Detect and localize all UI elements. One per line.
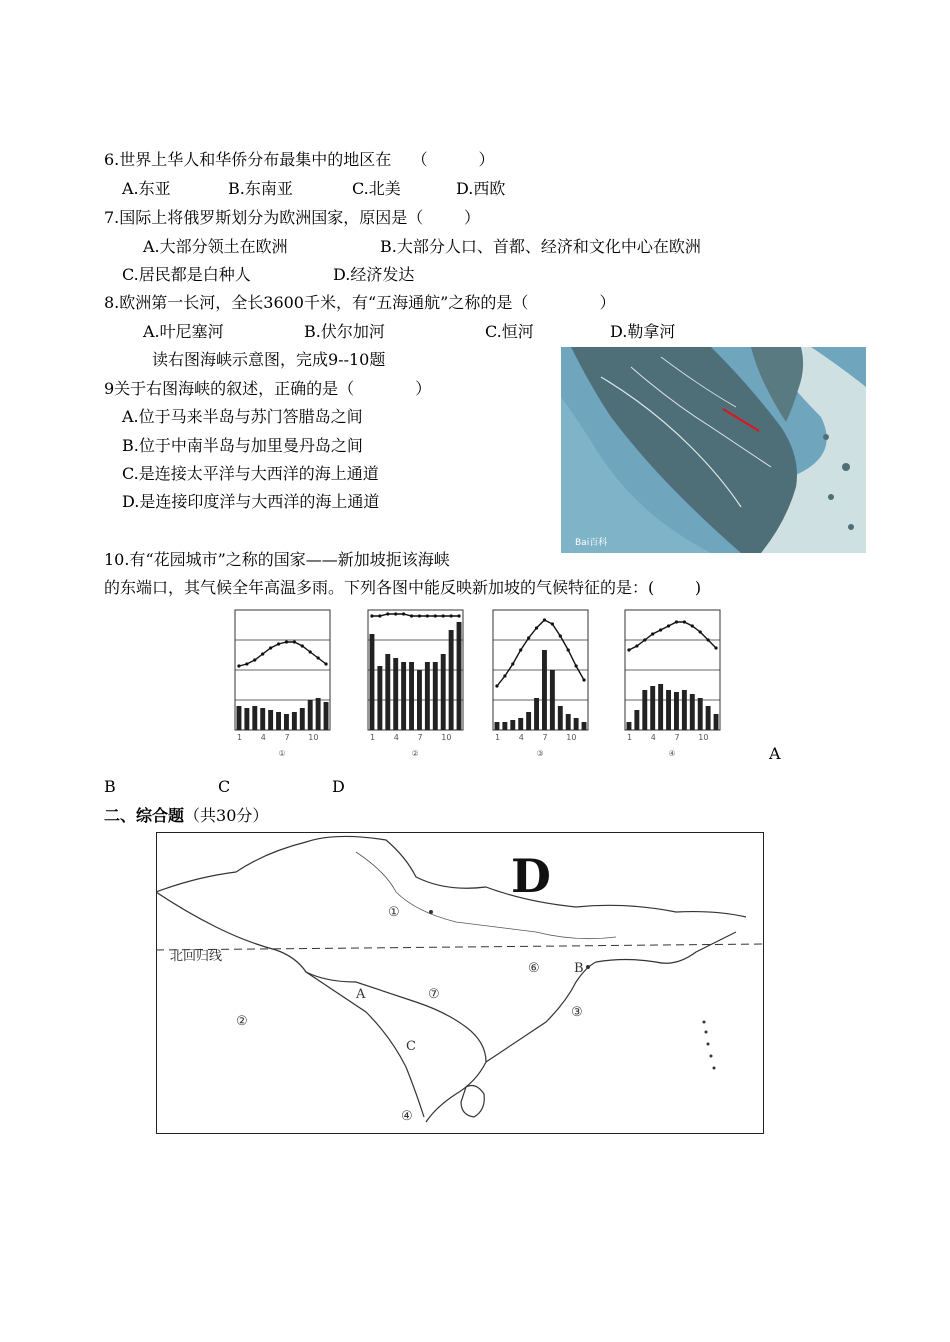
chart-tick-label: 1 — [495, 733, 501, 742]
map-marker-c: C — [406, 1039, 416, 1054]
chart-tick-label: 4 — [393, 733, 399, 742]
precip-bar — [634, 710, 639, 730]
answer-label-b: B — [104, 777, 116, 796]
precip-bar — [409, 662, 414, 730]
chart-tick-label: 4 — [650, 733, 656, 742]
precip-bar — [449, 630, 454, 730]
map-big-letter: D — [511, 849, 551, 903]
precip-bar — [417, 670, 422, 730]
chart-number-label: ① — [278, 749, 286, 758]
map-marker-3: ③ — [571, 1005, 583, 1020]
precip-bar — [401, 662, 406, 730]
precip-bar — [542, 650, 547, 730]
q8-option-a: A.叶尼塞河 — [143, 322, 224, 341]
q7-stem: 7.国际上将俄罗斯划分为欧洲国家，原因是（ ） — [104, 208, 480, 227]
map-marker-4: ④ — [401, 1109, 413, 1124]
precip-bar — [690, 694, 695, 730]
precip-bar — [658, 684, 663, 730]
q7-option-b: B.大部分人口、首都、经济和文化中心在欧洲 — [380, 237, 701, 256]
precip-bar — [425, 662, 430, 730]
map-point — [429, 910, 433, 914]
precip-bar — [518, 718, 523, 730]
climate-charts — [225, 605, 745, 765]
chart-number-label: ③ — [536, 749, 544, 758]
precip-bar — [698, 698, 703, 730]
precip-bar — [558, 706, 563, 730]
q9-option-c: C.是连接太平洋与大西洋的海上通道 — [122, 464, 379, 483]
q9-stem: 9关于右图海峡的叙述，正确的是（ ） — [104, 379, 432, 398]
chart-tick-label: 7 — [542, 733, 548, 742]
precip-bar — [316, 698, 321, 730]
precip-bar — [566, 714, 571, 730]
precip-bar — [308, 700, 313, 730]
q8-option-d: D.勒拿河 — [610, 322, 676, 341]
strait-satellite-image — [561, 347, 866, 553]
south-asia-map — [156, 832, 764, 1134]
chart-tick-label: 10 — [566, 733, 577, 742]
map-marker-7: ⑦ — [428, 987, 440, 1002]
chart-tick-label: 10 — [308, 733, 319, 742]
q10-line1: 10.有“花园城市”之称的国家——新加坡扼该海峡 — [104, 550, 450, 569]
answer-label-a: A — [769, 744, 781, 763]
q9-option-d: D.是连接印度洋与大西洋的海上通道 — [122, 492, 380, 511]
chart-tick-label: 4 — [260, 733, 266, 742]
precip-bar — [526, 712, 531, 730]
section2-heading — [104, 806, 268, 826]
q7-option-c: C.居民都是白种人 — [122, 265, 251, 284]
precip-bar — [502, 722, 507, 730]
reading-instruction: 读右图海峡示意图，完成9--10题 — [152, 350, 386, 369]
chart-tick-label: 1 — [370, 733, 376, 742]
island — [842, 463, 850, 471]
chart-tick-label: 10 — [698, 733, 709, 742]
q6-stem: 6.世界上华人和华侨分布最集中的地区在 （ ） — [104, 150, 495, 169]
section2-points: （共30分） — [184, 806, 269, 825]
q8-option-c: C.恒河 — [485, 322, 534, 341]
precip-bar — [276, 712, 281, 730]
chart-tick-label: 7 — [417, 733, 423, 742]
q8-stem: 8.欧洲第一长河，全长3600千米，有“五海通航”之称的是（ ） — [104, 293, 616, 312]
precip-bar — [510, 720, 515, 730]
q7-option-d: D.经济发达 — [333, 265, 415, 284]
chart-tick-label: 7 — [674, 733, 680, 742]
map-marker-2: ② — [236, 1014, 248, 1029]
precip-bar — [666, 690, 671, 730]
precip-bar — [714, 714, 719, 730]
precip-bar — [706, 706, 711, 730]
baidu-watermark: Bai百科 — [575, 538, 608, 548]
precip-bar — [642, 690, 647, 730]
precip-bar — [252, 706, 257, 730]
precip-bar — [385, 654, 390, 730]
chart-tick-label: 10 — [441, 733, 452, 742]
chart-tick-label: 4 — [518, 733, 524, 742]
q8-option-b: B.伏尔加河 — [304, 322, 385, 341]
precip-bar — [550, 670, 555, 730]
precip-bar — [441, 654, 446, 730]
map-point — [586, 965, 590, 969]
answer-label-d: D — [332, 777, 345, 796]
tropic-of-cancer-label: 北回归线 — [170, 949, 223, 964]
map-marker-a: A — [356, 987, 366, 1002]
precip-bar — [268, 710, 273, 730]
q9-option-b: B.位于中南半岛与加里曼丹岛之间 — [122, 436, 363, 455]
chart-tick-label: 1 — [627, 733, 633, 742]
island — [823, 434, 829, 440]
precip-bar — [377, 666, 382, 730]
precip-bar — [284, 714, 289, 730]
precip-bar — [433, 662, 438, 730]
precip-bar — [534, 698, 539, 730]
precip-bar — [674, 692, 679, 730]
map-marker-b: B — [574, 961, 584, 976]
precip-bar — [627, 722, 632, 730]
chart-number-label: ② — [411, 749, 419, 758]
q7-option-a: A.大部分领土在欧洲 — [143, 237, 288, 256]
q6-option-d: D.西欧 — [456, 179, 506, 198]
q10-line2: 的东端口，其气候全年高温多雨。下列各图中能反映新加坡的气候特征的是：( ) — [104, 578, 702, 597]
q6-option-c: C.北美 — [352, 179, 401, 198]
q6-option-a: A.东亚 — [122, 179, 171, 198]
precip-bar — [650, 686, 655, 730]
precip-bar — [457, 622, 462, 730]
precip-bar — [682, 690, 687, 730]
precip-bar — [260, 708, 265, 730]
q6-option-b: B.东南亚 — [228, 179, 293, 198]
chart-number-label: ④ — [668, 749, 676, 758]
precip-bar — [393, 658, 398, 730]
island — [848, 524, 854, 530]
precip-bar — [370, 634, 375, 730]
island — [828, 494, 834, 500]
precip-bar — [582, 722, 587, 730]
precip-bar — [237, 706, 242, 730]
q9-option-a: A.位于马来半岛与苏门答腊岛之间 — [122, 407, 363, 426]
precip-bar — [300, 708, 305, 730]
answer-label-c: C — [218, 777, 231, 796]
precip-bar — [324, 702, 329, 730]
map-marker-6: ⑥ — [528, 961, 540, 976]
precip-bar — [495, 722, 500, 730]
precip-bar — [574, 718, 579, 730]
precip-bar — [292, 712, 297, 730]
precip-bar — [244, 708, 249, 730]
chart-tick-label: 1 — [237, 733, 243, 742]
section2-title: 二、综合题 — [104, 806, 185, 825]
map-frame — [156, 832, 764, 1134]
map-marker-1: ① — [388, 905, 400, 920]
chart-tick-label: 7 — [284, 733, 290, 742]
